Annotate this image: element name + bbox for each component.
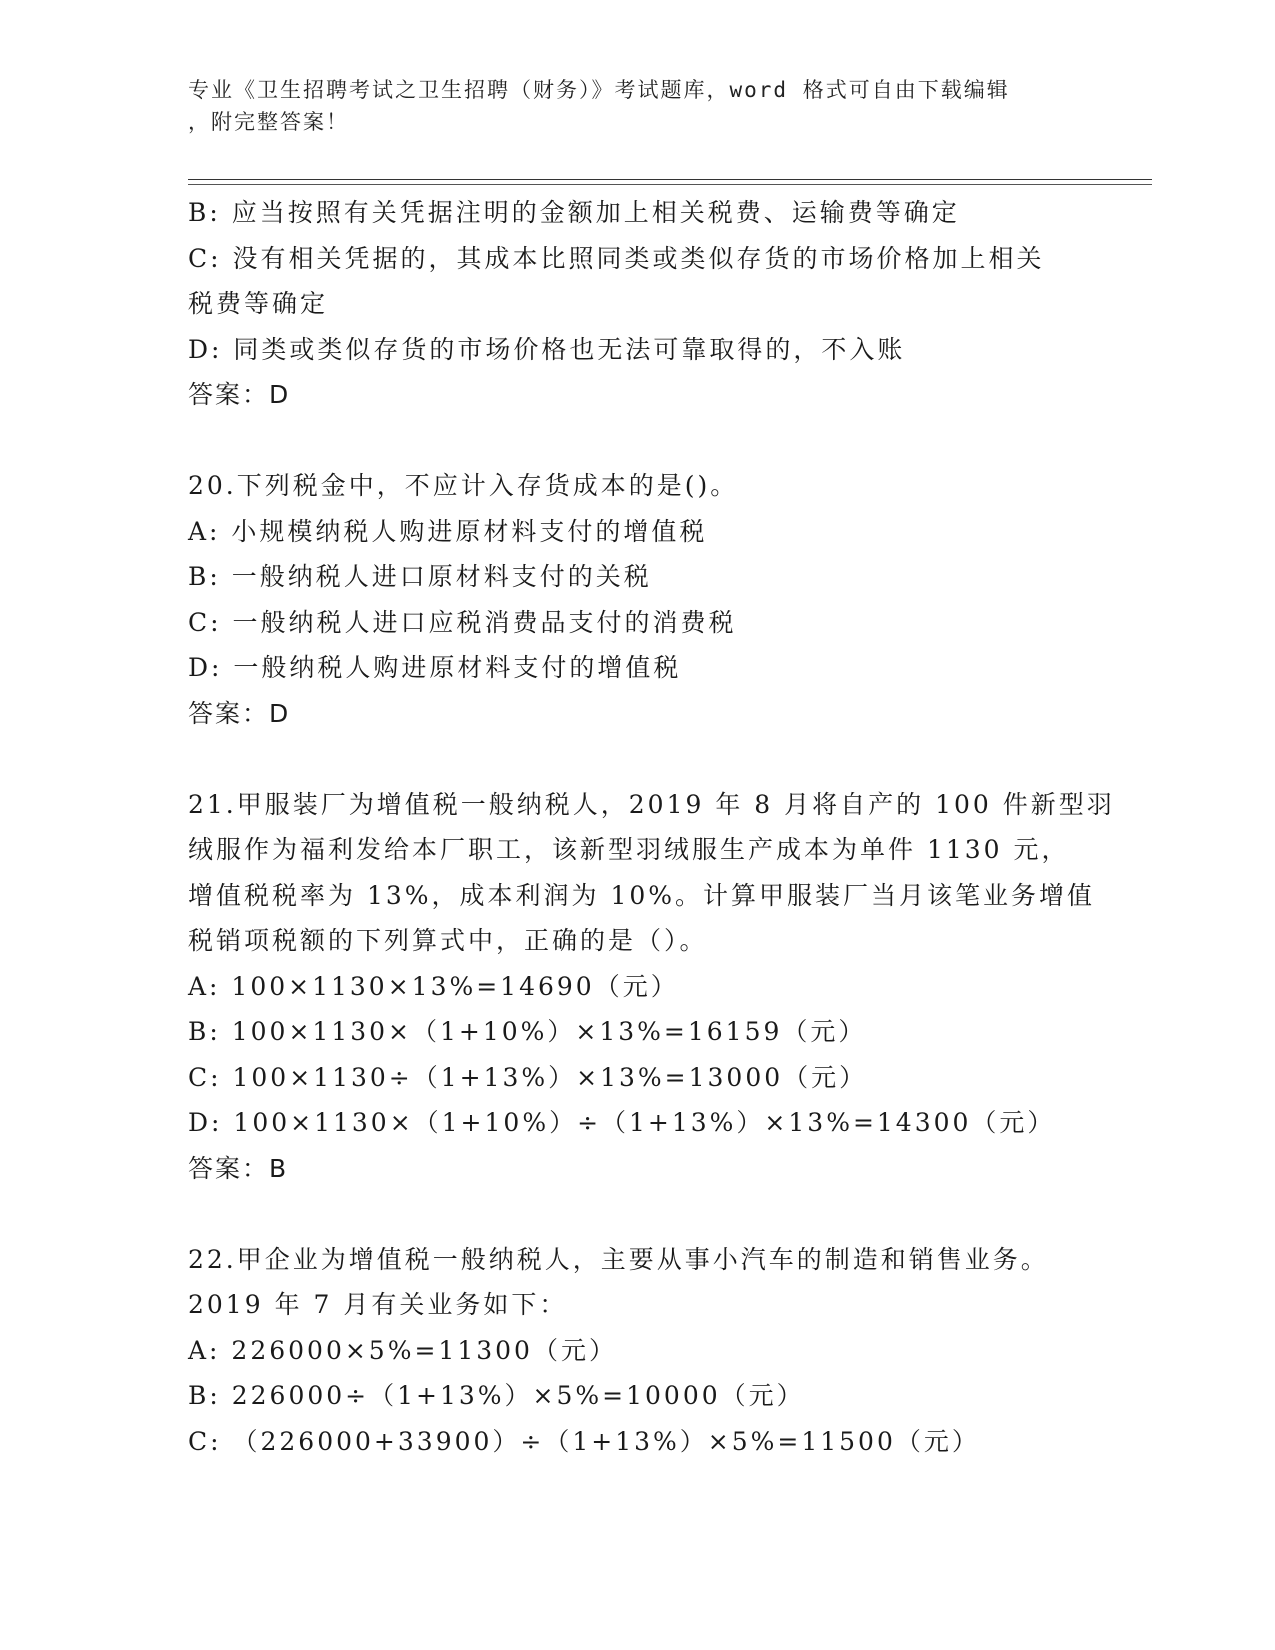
- header-line-1: 专业《卫生招聘考试之卫生招聘（财务）》考试题库，word 格式可自由下载编辑: [188, 78, 1010, 102]
- document-header: [188, 74, 1088, 138]
- header-line-2: ，附完整答案！: [188, 110, 349, 134]
- option-a: A: 小规模纳税人购进原材料支付的增值税: [188, 516, 708, 546]
- answer: 答案：B: [188, 1153, 289, 1183]
- option-c: C: 100×1130÷（1+13%）×13%=13000（元）: [188, 1062, 868, 1092]
- question-stem: 20.下列税金中，不应计入存货成本的是()。: [188, 471, 739, 500]
- question-22: [188, 1237, 1088, 1465]
- option-c-line-2: 税费等确定: [188, 289, 329, 318]
- question-21: [188, 782, 1115, 1192]
- question-stem-line-1: 21.甲服装厂为增值税一般纳税人，2019 年 8 月将自产的 100 件新型羽: [188, 789, 1115, 819]
- option-b: B: 226000÷（1+13%）×5%=10000（元）: [188, 1381, 805, 1410]
- question-stem-line-2: 2019 年 7 月有关业务如下：: [188, 1290, 568, 1319]
- answer: 答案：D: [188, 698, 291, 728]
- question-20: [188, 463, 1088, 736]
- option-b: B: 100×1130×（1+10%）×13%=16159（元）: [188, 1017, 867, 1046]
- spacer: [188, 418, 1088, 464]
- question-stem-line-4: 税销项税额的下列算式中，正确的是（）。: [188, 926, 708, 955]
- header-divider-thin: [188, 184, 1152, 185]
- answer: 答案：D: [188, 380, 291, 409]
- header-divider-thick: [188, 179, 1152, 180]
- question-stem-line-3: 增值税税率为 13%，成本利润为 10%。计算甲服装厂当月该笔业务增值: [188, 880, 1096, 910]
- option-d: D: 一般纳税人购进原材料支付的增值税: [188, 653, 682, 682]
- option-a: A: 100×1130×13%=14690（元）: [188, 971, 679, 1001]
- question-stem-line-2: 绒服作为福利发给本厂职工，该新型羽绒服生产成本为单件 1130 元，: [188, 835, 1070, 864]
- question-stem-line-1: 22.甲企业为增值税一般纳税人，主要从事小汽车的制造和销售业务。: [188, 1244, 1049, 1274]
- option-a: A: 226000×5%=11300（元）: [188, 1335, 617, 1365]
- option-b: B: 一般纳税人进口原材料支付的关税: [188, 562, 652, 591]
- option-c-line-1: C: 没有相关凭据的，其成本比照同类或类似存货的市场价格加上相关: [188, 243, 1045, 273]
- spacer: [188, 1191, 1088, 1237]
- option-c: C: 一般纳税人进口应税消费品支付的消费税: [188, 607, 737, 637]
- previous-question: [188, 190, 1088, 418]
- option-b: B: 应当按照有关凭据注明的金额加上相关税费、运输费等确定: [188, 198, 960, 227]
- option-d: D: 同类或类似存货的市场价格也无法可靠取得的，不入账: [188, 334, 906, 364]
- spacer: [188, 736, 1088, 782]
- option-d: D: 100×1130×（1+10%）÷（1+13%）×13%=14300（元）: [188, 1108, 1056, 1137]
- document-body: [188, 190, 1115, 1464]
- option-c: C: （226000+33900）÷（1+13%）×5%=11500（元）: [188, 1426, 980, 1456]
